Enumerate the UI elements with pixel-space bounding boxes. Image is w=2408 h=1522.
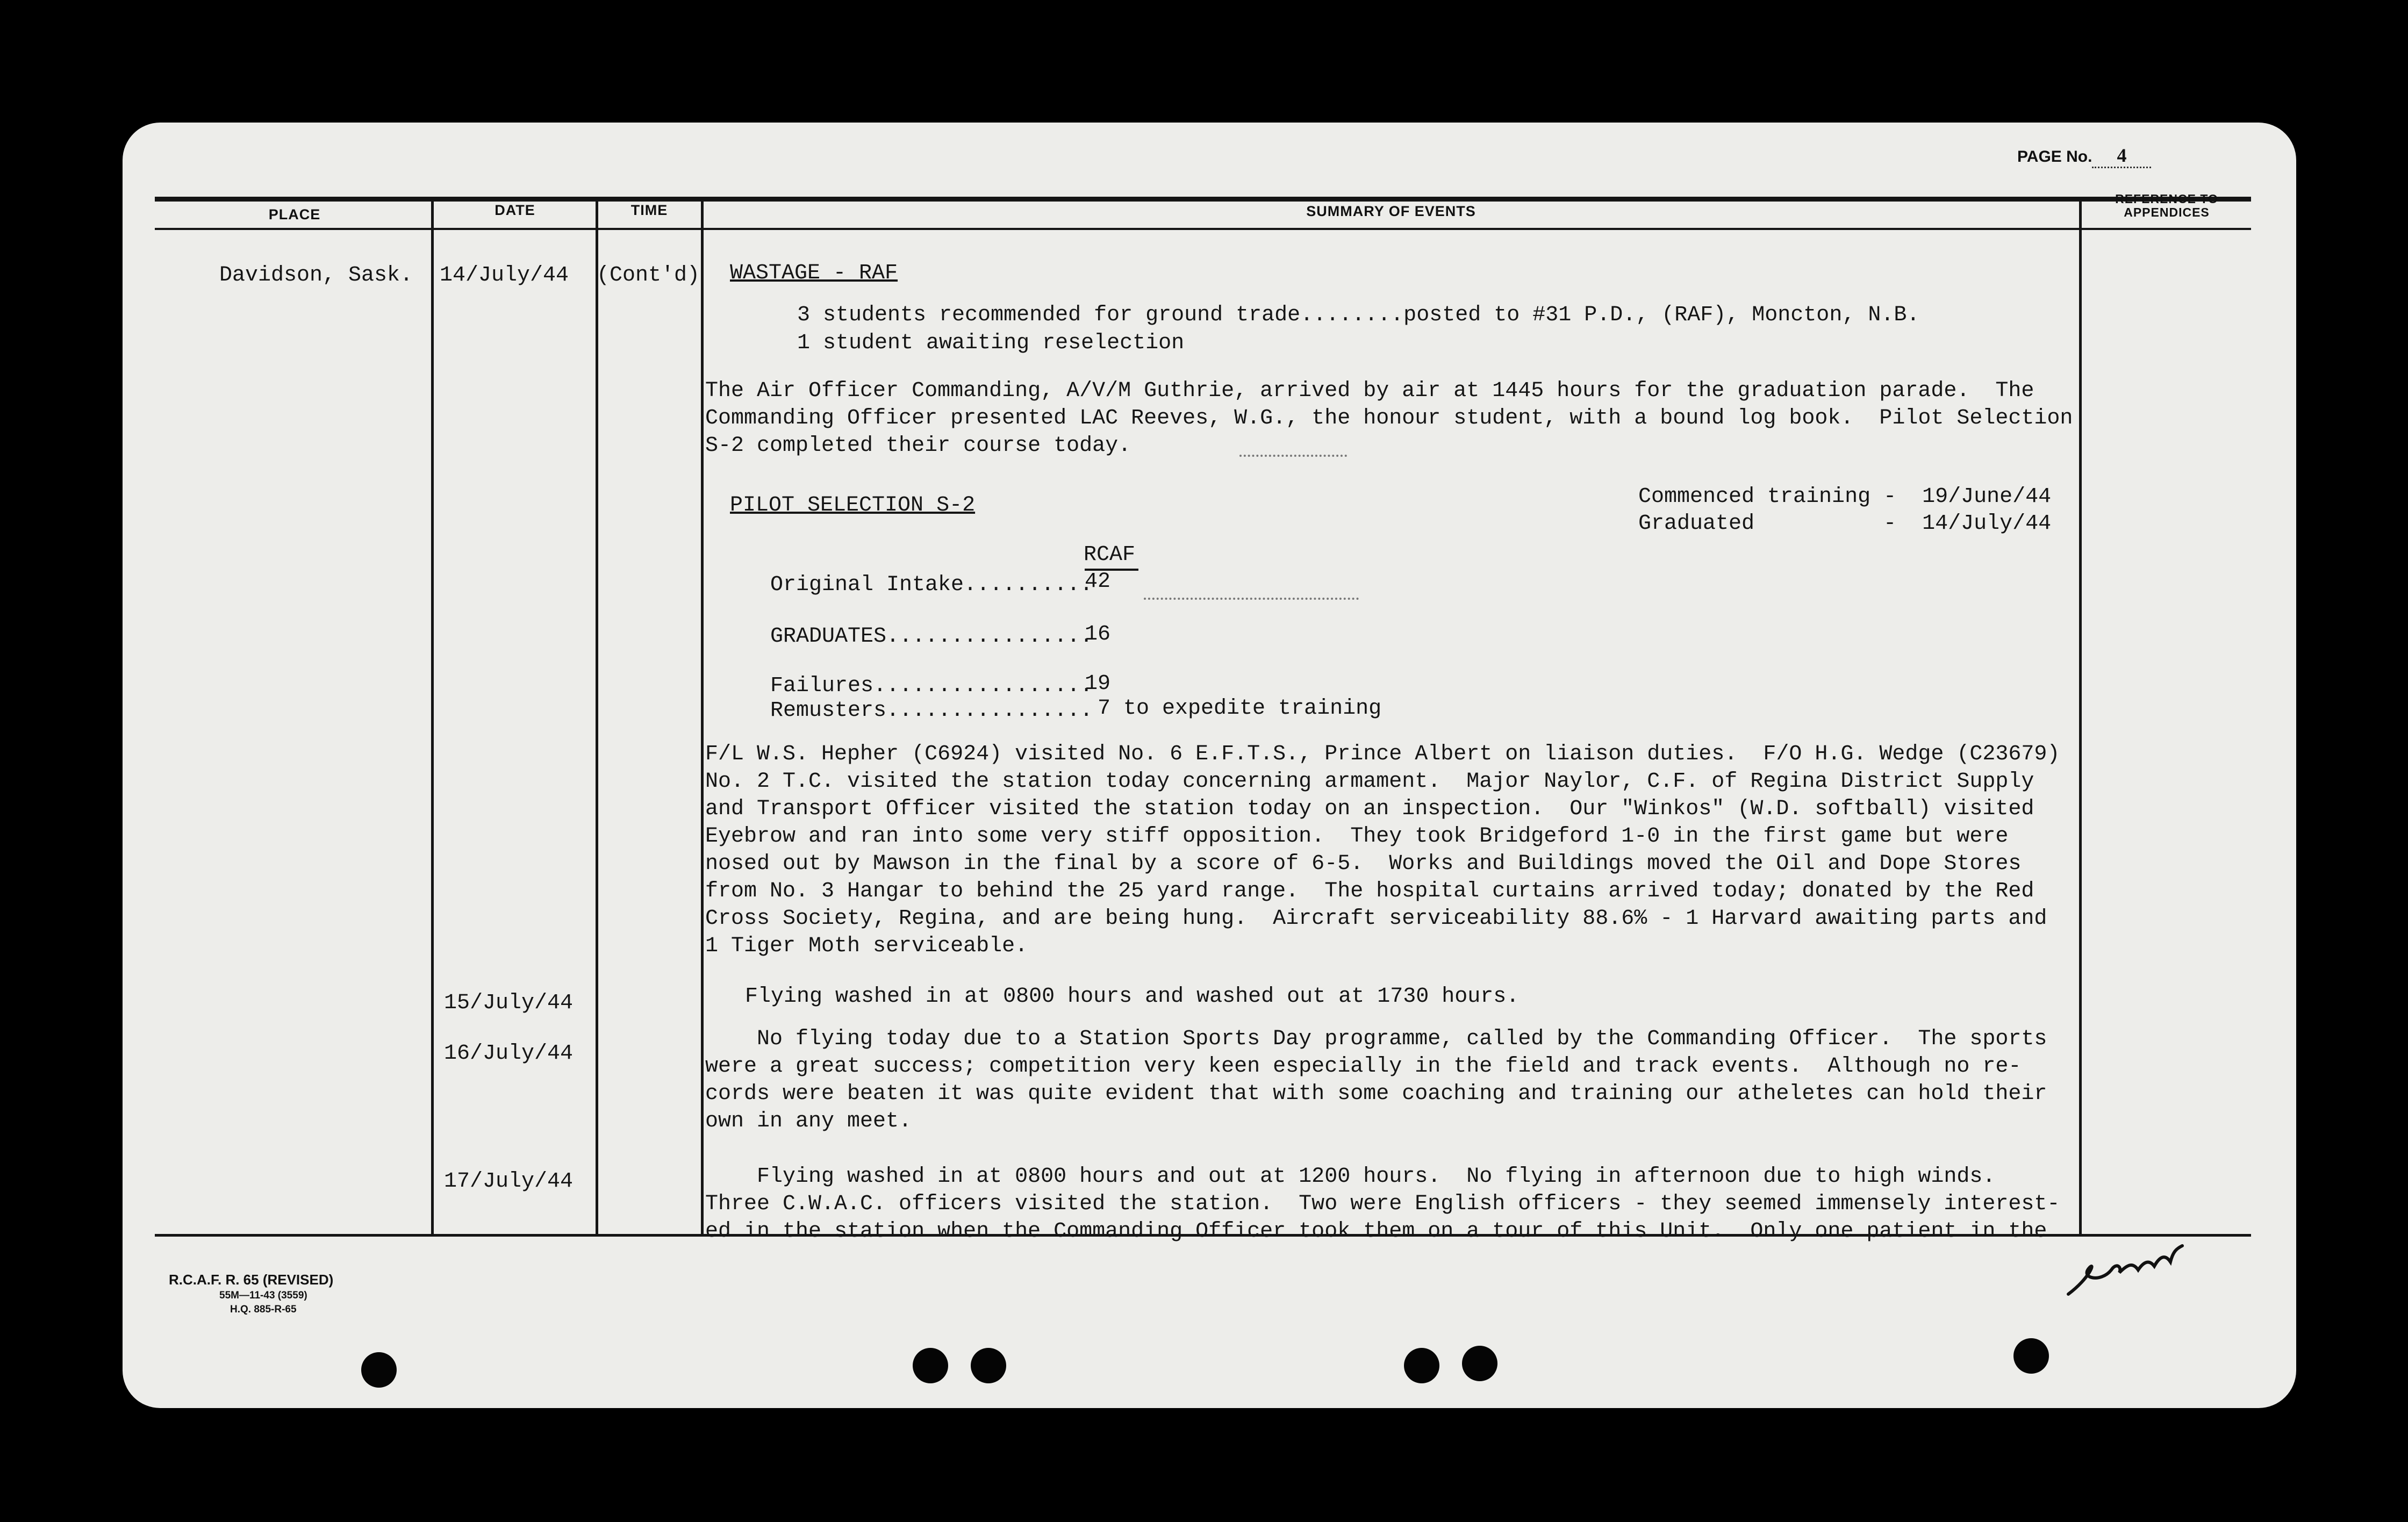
binder-hole <box>1404 1348 1439 1383</box>
column-rule-date <box>596 197 598 1236</box>
form-hq-code: H.Q. 885-R-65 <box>230 1304 297 1315</box>
binder-hole <box>1462 1346 1497 1381</box>
binder-hole <box>971 1348 1006 1383</box>
entry-14-time: (Cont'd) <box>597 263 700 288</box>
remusters-label: Remusters................ <box>770 699 1093 723</box>
dotted-mark <box>1239 455 1347 457</box>
rcaf-column-header: RCAF <box>1084 543 1136 567</box>
binder-hole <box>361 1352 397 1388</box>
remusters-value: 7 to expedite training <box>1085 697 1382 721</box>
entry-15-text: Flying washed in at 0800 hours and washed out at 1730 hours. <box>745 985 1520 1009</box>
wastage-title: WASTAGE - RAF <box>730 261 898 285</box>
failures-value: 19 <box>1085 672 1111 696</box>
commenced-line: Commenced training - 19/June/44 <box>1638 485 2052 509</box>
column-rule-summary <box>2079 197 2082 1236</box>
entry-17-text: Flying washed in at 0800 hours and out at 1200 hours. No flying in afternoon due to high winds. Three C.W.A.C. officers visited the station. Two were English officers - they seemed immensely interest- ed in the station when the Commanding Officer took them on a tour of this Unit. Only one patient in the <box>705 1165 2060 1244</box>
entry-15-date: 15/July/44 <box>444 991 574 1015</box>
binder-hole <box>2013 1338 2049 1374</box>
pilot-selection-title: PILOT SELECTION S-2 <box>730 493 976 518</box>
form-number: R.C.A.F. R. 65 (REVISED) <box>169 1272 334 1288</box>
entry-17-date: 17/July/44 <box>444 1169 574 1194</box>
header-place: PLACE <box>268 206 321 222</box>
column-rule-place <box>431 197 434 1236</box>
header-reference: REFERENCE TO APPENDICES <box>2115 192 2218 219</box>
entry-16-text: No flying today due to a Station Sports Day programme, called by the Commanding Officer. The sports were a great success; competition very keen especially in the field and track events. Although no re- cords were beaten it was quite evident that with some coaching and training our atheletes can hold their own in any meet. <box>705 1027 2047 1133</box>
page-label: PAGE No. 4 <box>2017 144 2151 168</box>
intake-label: Original Intake.......... <box>770 573 1093 597</box>
entry-14-date: 14/July/44 <box>440 263 569 288</box>
page-number: 4 <box>2092 144 2151 168</box>
header-bottom-rule <box>155 228 2251 230</box>
column-rule-time <box>701 197 704 1236</box>
graduation-paragraph: The Air Officer Commanding, A/V/M Guthrie, arrived by air at 1445 hours for the graduation parade. The Commanding Officer presented LAC Reeves, W.G., the honour student, with a bound log book. Pilot Selection S-2 completed their course today. <box>705 379 2073 458</box>
dotted-mark <box>1144 598 1359 600</box>
header-top-rule <box>155 197 2251 202</box>
binder-hole <box>913 1348 948 1383</box>
handwritten-initials <box>2058 1219 2230 1305</box>
entry-16-date: 16/July/44 <box>444 1042 574 1066</box>
wastage-line-1: 3 students recommended for ground trade........posted to #31 P.D., (RAF), Moncton, N.B. <box>797 303 1920 327</box>
header-time: TIME <box>630 202 668 218</box>
graduates-label: GRADUATES................ <box>770 624 1093 649</box>
daily-events-paragraph: F/L W.S. Hepher (C6924) visited No. 6 E.F.T.S., Prince Albert on liaison duties. F/O H.G. Wedge (C23679) No. 2 T.C. visited the station today concerning armament. Major Naylor, C.F. of Regina District Supply and Transport Officer visited the station today on an inspection. Our "Winkos" (W.D. softball) visited Eyebrow and ran into some very stiff opposition. They took Bridgeford 1-0 in the first game but were nosed out by Mawson in the final by a score of 6-5. Works and Buildings moved the Oil and Dope Stores from No. 3 Hangar to behind the 25 yard range. The hospital curtains arrived today; donated by the Red Cross Society, Regina, and are being hung. Aircraft serviceability 88.6% - 1 Harvard awaiting parts and 1 Tiger Moth serviceable. <box>705 742 2060 958</box>
header-summary: SUMMARY OF EVENTS <box>1306 203 1476 219</box>
wastage-line-2: 1 student awaiting reselection <box>797 331 1185 355</box>
intake-value: 42 <box>1085 570 1111 594</box>
entry-14-place: Davidson, Sask. <box>219 263 413 288</box>
graduates-value: 16 <box>1085 622 1111 647</box>
graduated-line: Graduated - 14/July/44 <box>1638 512 2052 536</box>
diary-form-card <box>123 123 2296 1408</box>
failures-label: Failures................. <box>770 674 1093 698</box>
form-print-code: 55M—11-43 (3559) <box>219 1290 307 1301</box>
header-date: DATE <box>494 202 535 218</box>
